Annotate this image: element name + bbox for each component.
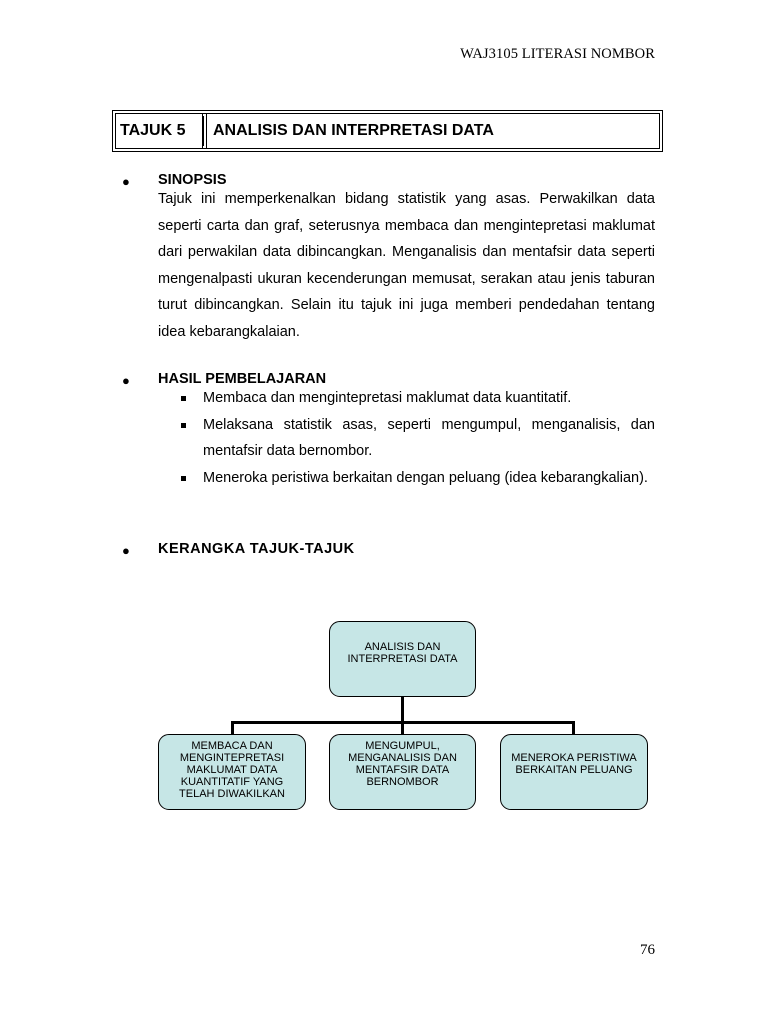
connector-line [231, 721, 234, 735]
framework-heading: KERANGKA TAJUK-TAJUK [158, 541, 355, 557]
square-bullet-icon [181, 423, 186, 428]
square-bullet-icon [181, 396, 186, 401]
connector-line [401, 721, 404, 735]
framework-root-node: ANALISIS DAN INTERPRETASI DATA [329, 621, 476, 697]
bullet-dot-icon: ● [122, 174, 130, 189]
topic-title: ANALISIS DAN INTERPRETASI DATA [206, 114, 659, 148]
connector-line [572, 721, 575, 735]
topic-title-box [112, 110, 663, 152]
framework-child-node: MEMBACA DAN MENGINTEPRETASI MAKLUMAT DATA KUANTITATIF YANG TELAH DIWAKILKAN [158, 734, 306, 810]
topic-number: TAJUK 5 [116, 114, 203, 148]
outcome-item: Melaksana statistik asas, seperti mengumpul, menganalisis, dan mentafsir data bernombor. [180, 412, 655, 465]
outcome-item: Meneroka peristiwa berkaitan dengan peluang (idea kebarangkalian). [180, 465, 655, 492]
synopsis-body: Tajuk ini memperkenalkan bidang statistik yang asas. Perwakilkan data seperti carta dan graf, seterusnya membaca dan mengintepretasi maklumat dari perwakilan data dibincangkan. Menganalisis dan mentafsir data seperti mengenalpasti ukuran kecenderungan memusat, serakan atau jenis taburan turut dibincangkan. Selain itu tajuk ini juga memberi pendedahan tentang idea kebarangkalaian. [158, 191, 655, 340]
synopsis-heading: SINOPSIS [158, 172, 227, 188]
course-code-header: WAJ3105 LITERASI NOMBOR [460, 46, 655, 62]
outcome-item: Membaca dan mengintepretasi maklumat data kuantitatif. [180, 385, 655, 412]
bullet-dot-icon: ● [122, 373, 130, 388]
framework-child-node: MENGUMPUL, MENGANALISIS DAN MENTAFSIR DATA BERNOMBOR [329, 734, 476, 810]
connector-line [401, 697, 404, 722]
outcomes-list [180, 385, 655, 491]
framework-child-node: MENEROKA PERISTIWA BERKAITAN PELUANG [500, 734, 648, 810]
outcomes-heading: HASIL PEMBELAJARAN [158, 371, 327, 387]
square-bullet-icon [181, 476, 186, 481]
page-number: 76 [640, 942, 655, 958]
bullet-dot-icon: ● [122, 543, 130, 558]
